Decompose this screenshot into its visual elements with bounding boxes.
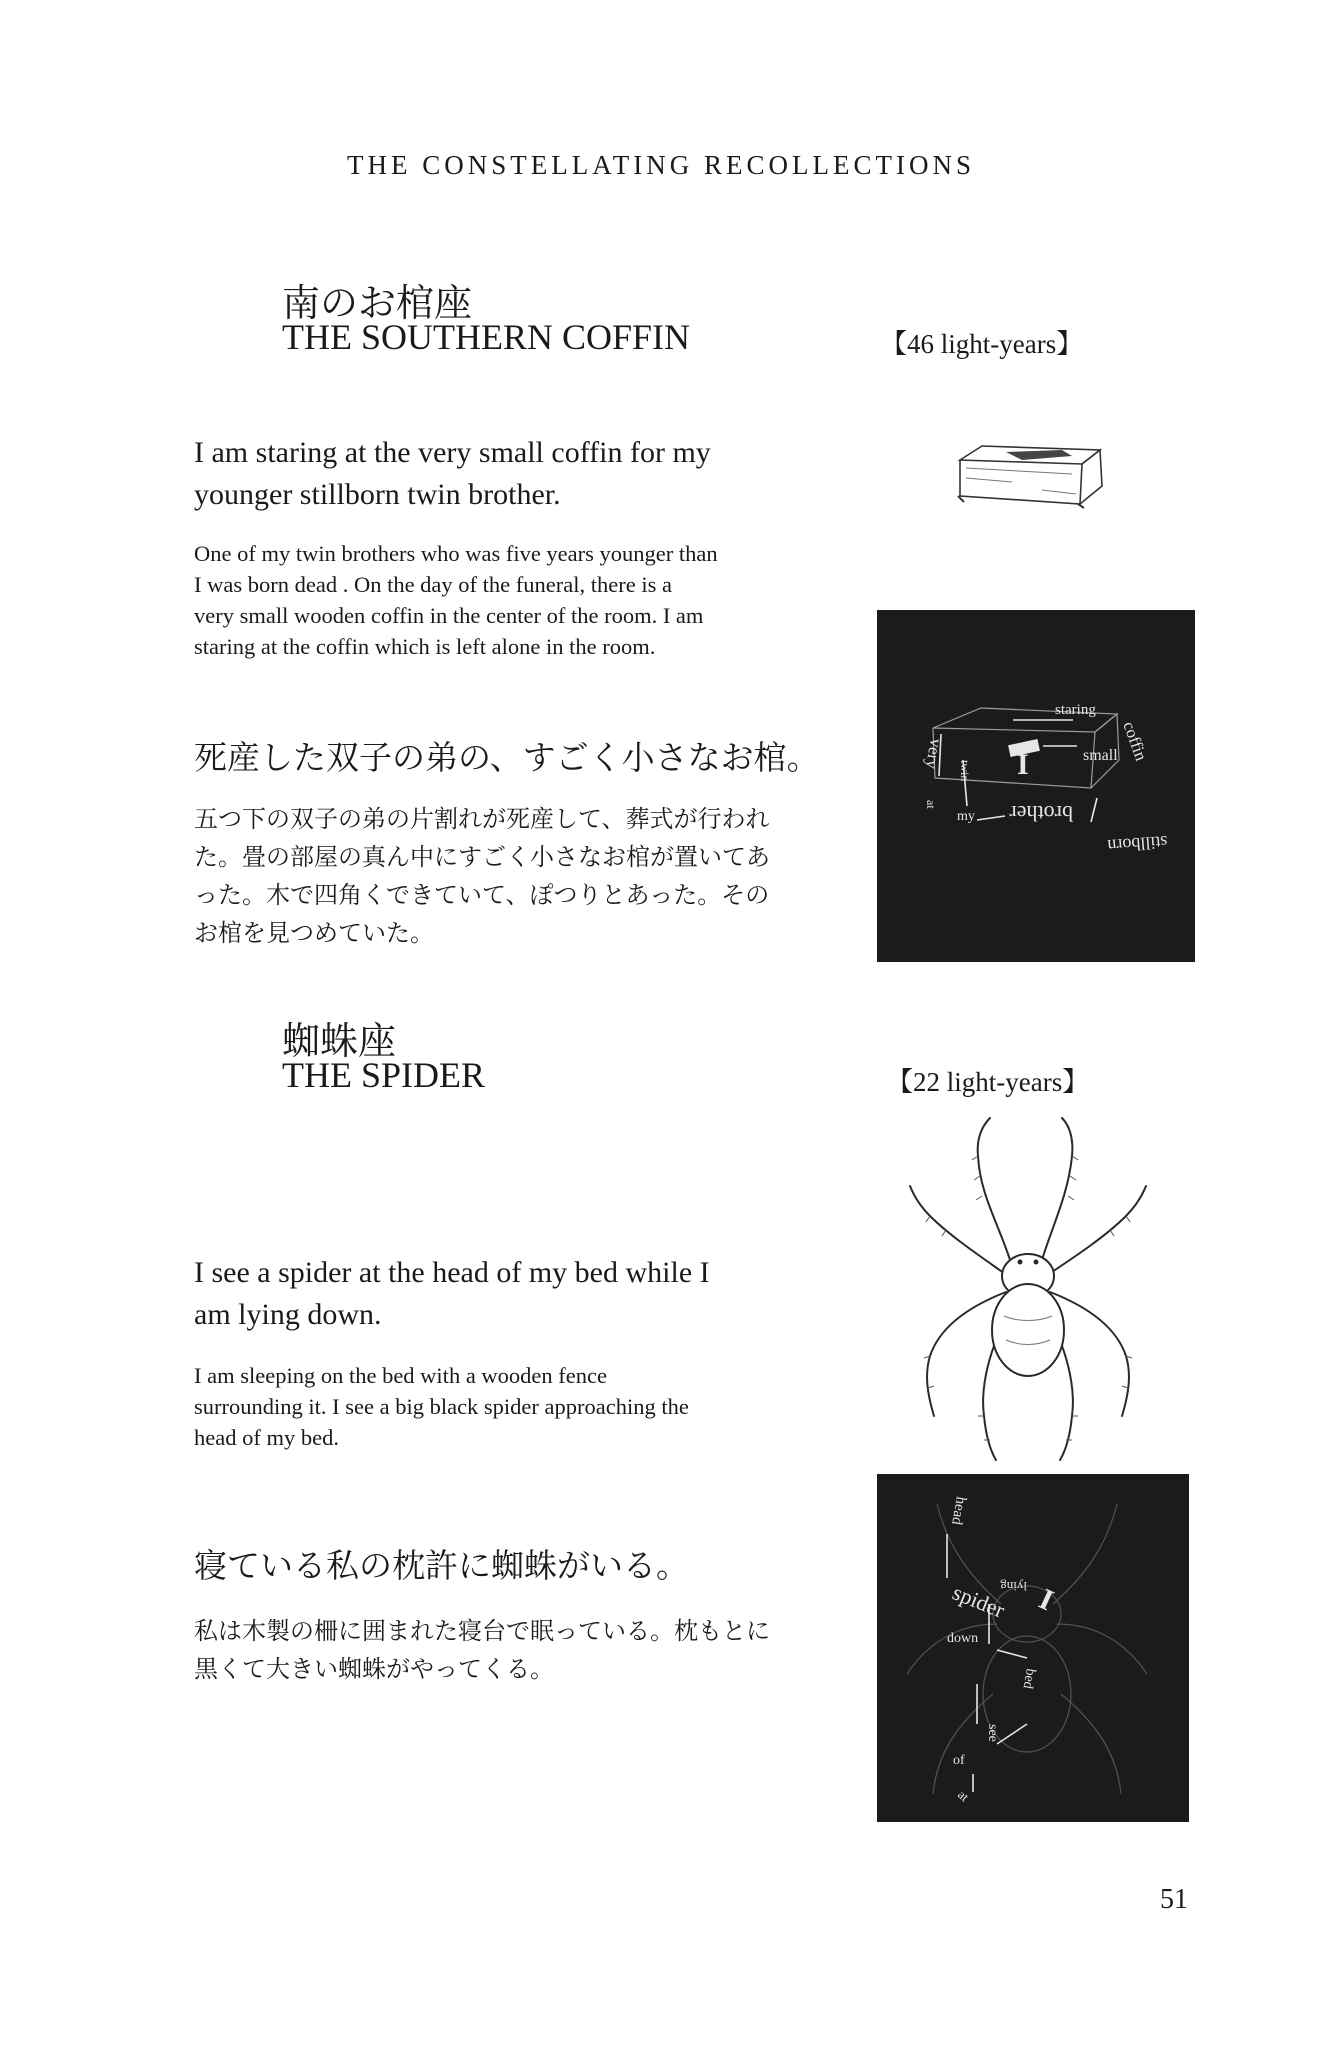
section-1-jp-title: 南のお棺座	[282, 281, 473, 325]
panel-word: at	[955, 1786, 972, 1805]
jp-body-line: 黒くて大きい蜘蛛がやってくる。	[194, 1655, 554, 1683]
panel-word: I	[1017, 748, 1029, 781]
section-2-jp-lead: 寝ている私の枕許に蜘蛛がいる。	[194, 1546, 689, 1585]
spider-sketch	[900, 1116, 1160, 1470]
body-line: One of my twin brothers who was five years younger than	[194, 541, 718, 566]
coffin-constellation-panel	[877, 610, 1195, 962]
panel-word: lying	[1000, 1579, 1027, 1594]
lead-line: am lying down.	[194, 1298, 382, 1331]
body-line: staring at the coffin which is left alone in the room.	[194, 634, 656, 659]
panel-word: staring	[1055, 702, 1096, 718]
section-1-body	[194, 538, 718, 662]
body-line: very small wooden coffin in the center of the room. I am	[194, 603, 704, 628]
panel-word: very	[921, 737, 946, 771]
lead-line: younger stillborn twin brother.	[194, 478, 561, 511]
panel-word: bed	[1019, 1667, 1038, 1690]
jp-body-line: 私は木製の柵に囲まれた寝台で眠っている。枕もとに	[194, 1617, 770, 1645]
section-1-jp-lead: 死産した双子の弟の、すごく小さなお棺。	[194, 738, 820, 777]
section-1-lead	[194, 432, 711, 516]
coffin-sketch	[952, 438, 1114, 512]
section-2-distance: 【22 light-years】	[886, 1067, 1090, 1097]
section-2-title: THE SPIDER	[282, 1055, 486, 1095]
lead-line: I see a spider at the head of my bed while I	[194, 1256, 710, 1289]
panel-word: spider	[949, 1579, 1009, 1623]
jp-body-line: 五つ下の双子の弟の片割れが死産して、葬式が行われ	[194, 805, 770, 833]
body-line: I was born dead . On the day of the funeral, there is a	[194, 572, 672, 597]
panel-word: head	[948, 1495, 969, 1526]
panel-word: down	[947, 1631, 979, 1646]
jp-body-line: った。木で四角くできていて、ぽつりとあった。その	[194, 881, 770, 909]
panel-word: see	[985, 1724, 1000, 1742]
body-line: I am sleeping on the bed with a wooden fence	[194, 1363, 607, 1388]
section-2-lead	[194, 1252, 710, 1336]
section-1-jp-body	[194, 800, 770, 952]
jp-body-line: お棺を見つめていた。	[194, 919, 434, 947]
section-2-jp-title: 蜘蛛座	[282, 1019, 397, 1063]
spider-constellation-panel	[877, 1474, 1189, 1822]
section-2-jp-body	[194, 1612, 770, 1688]
section-2-body	[194, 1360, 689, 1453]
section-1-title: THE SOUTHERN COFFIN	[282, 317, 691, 357]
jp-body-line: た。畳の部屋の真ん中にすごく小さなお棺が置いてあ	[194, 843, 770, 871]
running-head: THE CONSTELLATING RECOLLECTIONS	[347, 150, 975, 180]
section-1-distance: 【46 light-years】	[880, 329, 1084, 359]
body-line: surrounding it. I see a big black spider approaching the	[194, 1394, 689, 1419]
lead-line: I am staring at the very small coffin for my	[194, 436, 711, 469]
panel-word: my	[957, 809, 975, 824]
panel-word: at	[924, 800, 938, 809]
panel-word: stillborn	[1106, 832, 1169, 857]
panel-word: brother	[1009, 801, 1073, 826]
panel-word: I	[1034, 1582, 1059, 1618]
panel-word: of	[953, 1753, 965, 1768]
page-number: 51	[1160, 1884, 1188, 1915]
panel-word: small	[1083, 747, 1118, 764]
panel-word: twin	[958, 760, 972, 782]
body-line: head of my bed.	[194, 1425, 339, 1450]
panel-word: coffin	[1119, 718, 1151, 764]
